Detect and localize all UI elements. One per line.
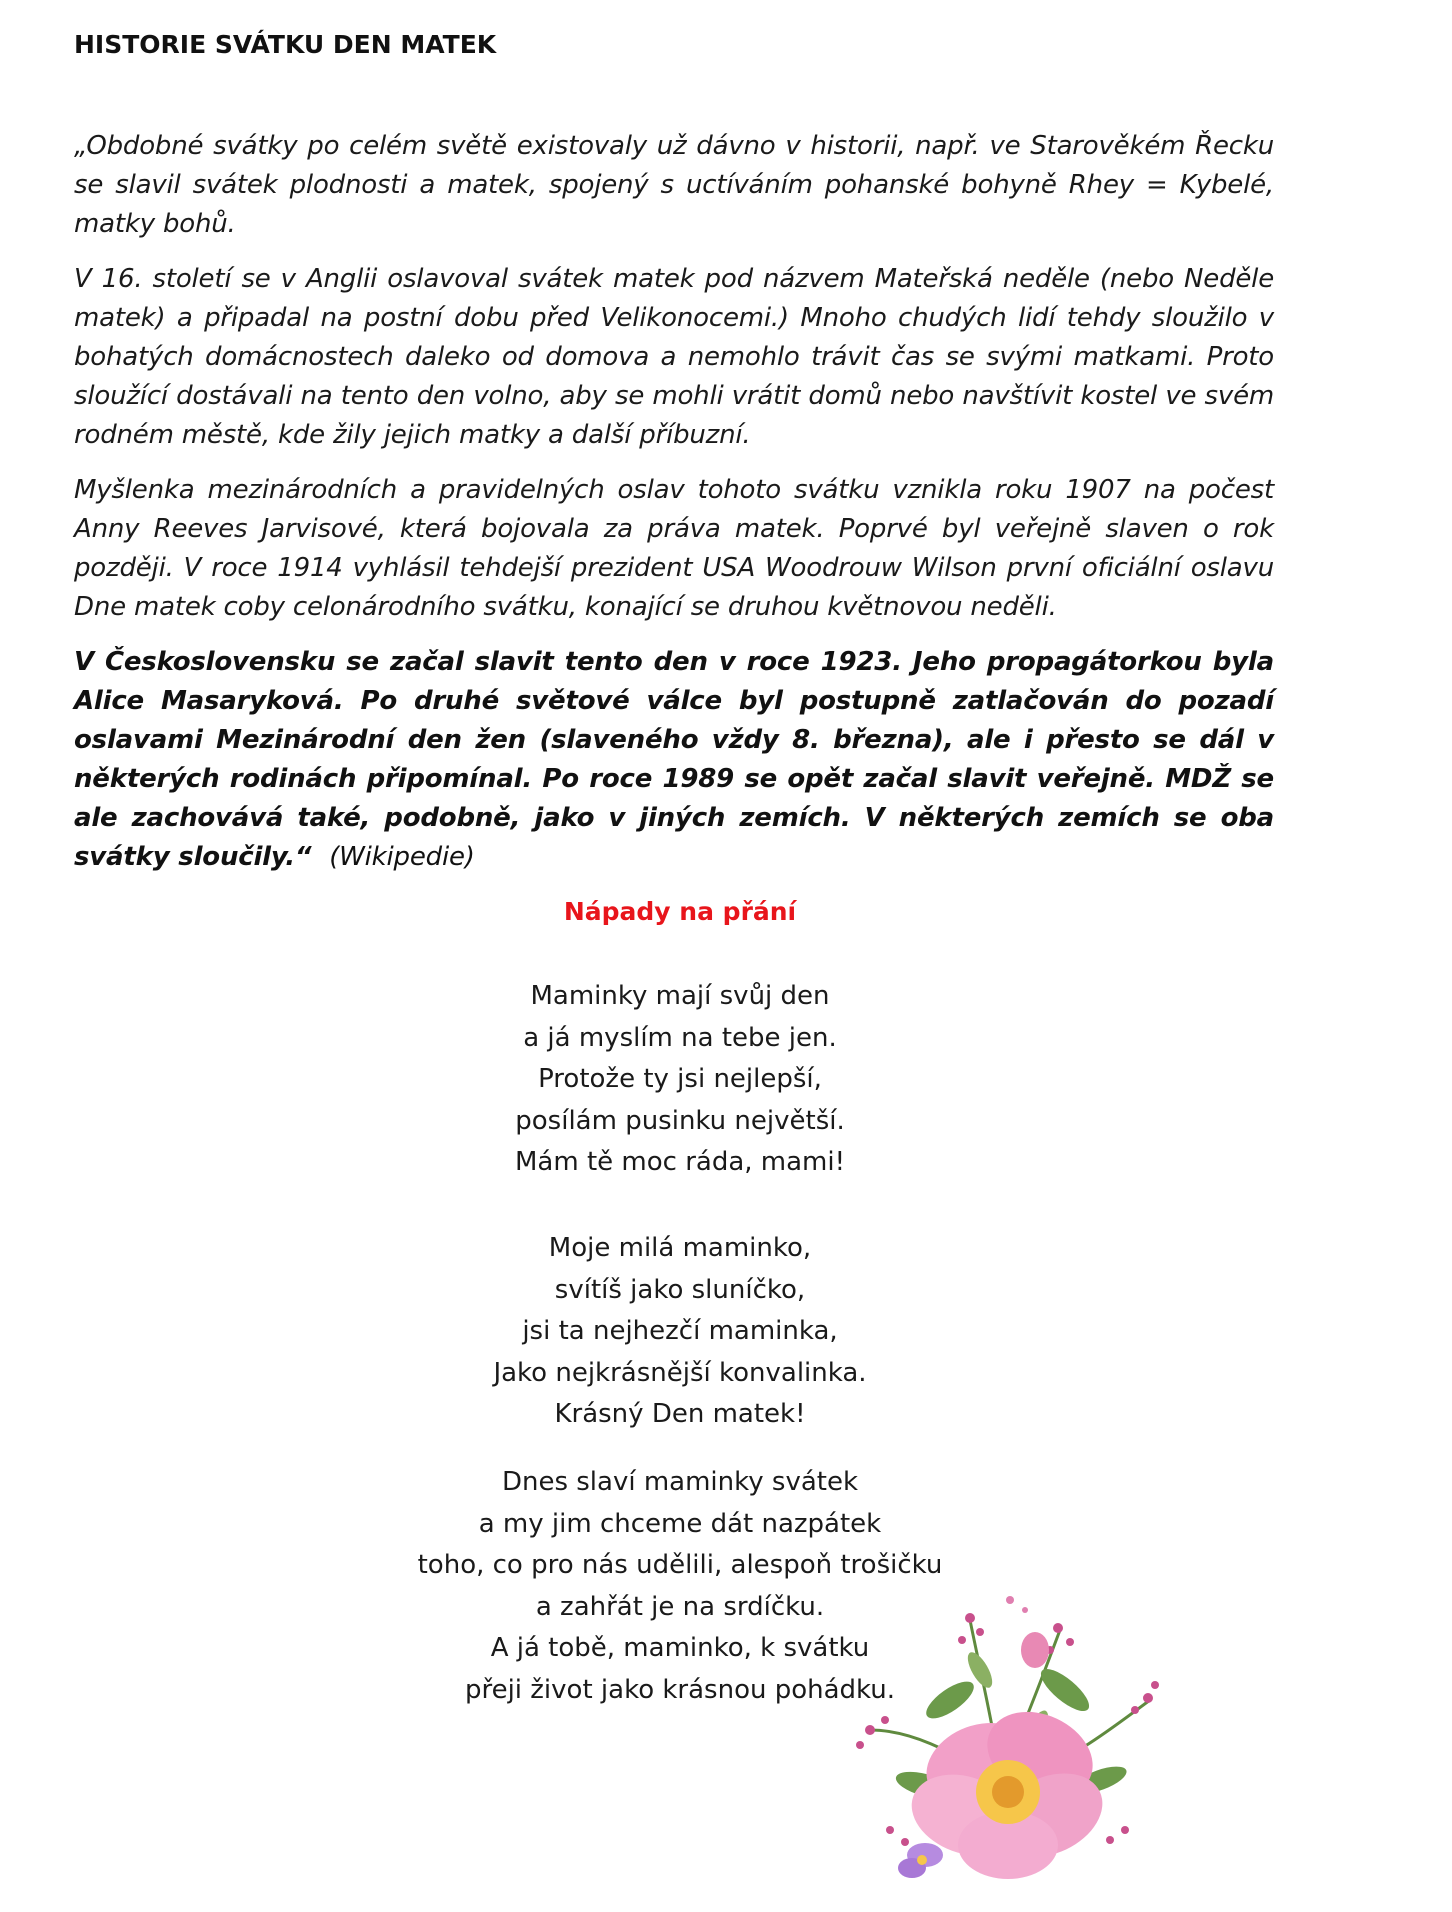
poem-line: svítíš jako sluníčko, [554, 1274, 806, 1305]
poem-line: Moje milá maminko, [548, 1233, 812, 1263]
flower-bud [1021, 1632, 1049, 1668]
poem-line: a zahřát je na srdíčku. [535, 1591, 825, 1622]
poem-line: Krásný Den matek! [554, 1399, 806, 1429]
history-paragraph-3: Myšlenka mezinárodních a pravidelných oslav tohoto svátku vznikla roku 1907 na počest Anny Reeves Jarvisové, která bojovala za práva matek. Poprvé byl veřejně slaven o rok později. V roce 1914 vyhlásil tehdejší prezident USA Woodrouw Wilson první oficiální oslavu Dne matek coby celonárodního svátku, konající se druhou květnovou neděli. [74, 475, 1274, 622]
history-paragraph-4 [74, 643, 1274, 877]
poem-line: Protože ty jsi nejlepší, [538, 1064, 822, 1094]
history-paragraph-1: „Obdobné svátky po celém světě existovaly už dávno v historii, např. ve Starověkém Řecku se slavil svátek plodnosti a matek, spojený s uctíváním pohanské bohyně Rhey = Kybelé, matky bohů. [74, 131, 1274, 239]
poem-line: jsi ta nejhezčí maminka, [522, 1316, 838, 1346]
poem-line: Jako nejkrásnější konvalinka. [493, 1357, 867, 1388]
poem-line: Dnes slaví maminky svátek [501, 1467, 859, 1497]
ideas-heading: Nápady na přání [563, 897, 797, 926]
poem-line: a my jim chceme dát nazpátek [478, 1508, 882, 1539]
poem-line: toho, co pro nás udělili, alespoň trošičku [417, 1550, 943, 1580]
history-paragraph-2: V 16. století se v Anglii oslavoval svátek matek pod názvem Mateřská neděle (nebo Neděle matek) a připadal na postní dobu před Velikonocemi.) Mnoho chudých lidí tehdy sloužilo v bohatých domácnostech daleko od domova a nemohlo trávit čas se svými matkami. Proto sloužící dostávali na tento den volno, aby se mohli vrátit domů nebo navštívit kostel ve svém rodném městě, kde žily jejich matky a další příbuzní. [74, 264, 1274, 450]
poem-line: a já myslím na tebe jen. [523, 1022, 837, 1053]
poem-1 [0, 976, 1360, 1184]
document-title: HISTORIE SVÁTKU DEN MATEK [74, 30, 497, 59]
poem-line: A já tobě, maminko, k svátku [490, 1633, 870, 1663]
violet-flower [898, 1843, 943, 1878]
poem-line: přeji život jako krásnou pohádku. [464, 1674, 896, 1705]
poem-2 [0, 1228, 1360, 1436]
source-citation: (Wikipedie) [329, 842, 475, 872]
poem-line: Mám tě moc ráda, mami! [514, 1147, 846, 1177]
history-paragraph-4-text: V Československu se začal slavit tento den v roce 1923. Jeho propagátorkou byla Alice Masaryková. Po druhé světové válce byl postupně zatlačován do pozadí oslavami Mezinárodní den žen (slaveného vždy 8. března), ale i přesto se dál v některých rodinách připomínal. Po roce 1989 se opět začal slavit veřejně. MDŽ se ale zachovává také, podobně, jako v jiných zemích. V některých zemích se oba svátky sloučily.“ [74, 647, 1274, 872]
poem-line: posílám pusinku největší. [515, 1105, 845, 1136]
flower-bouquet-illustration [830, 1580, 1170, 1910]
poem-line: Maminky mají svůj den [530, 981, 830, 1011]
history-text [74, 127, 1274, 893]
